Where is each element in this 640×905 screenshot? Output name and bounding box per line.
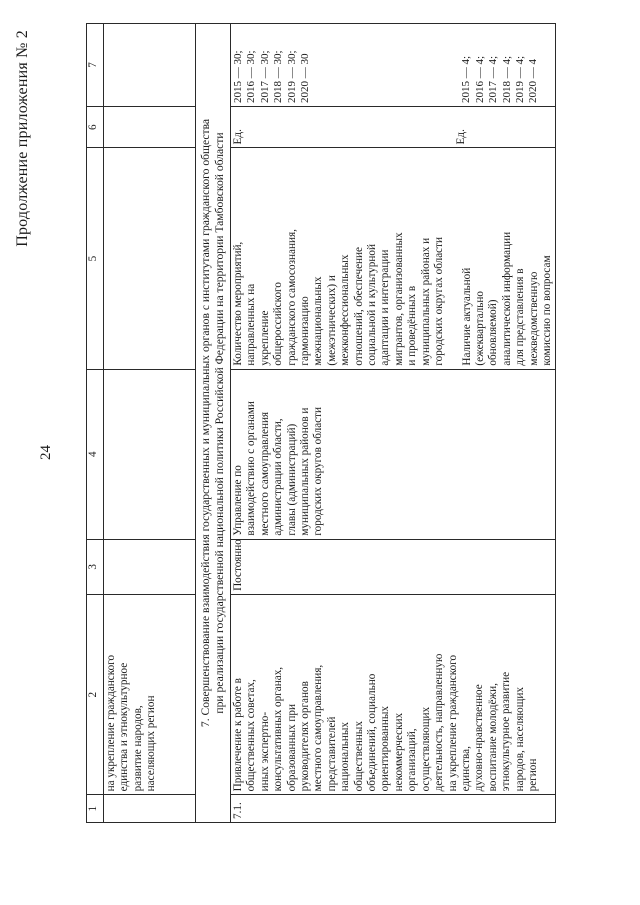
table-cell — [104, 795, 196, 823]
column-header: 4 — [87, 369, 104, 539]
section-title: 7. Совершенствование взаимодействия государственных и муниципальных органов с институтами гражданского общества при реализации государственной национальной политики Российской Федерации на территории Тамбовской области — [196, 24, 231, 823]
indicator-2: Наличие актуальной (ежеквартально обновляемой) аналитической информации для представления в межведомственную комиссию по вопросам — [460, 231, 553, 366]
item-indicators — [231, 148, 556, 369]
plan-table — [86, 23, 556, 823]
table-cell — [104, 148, 196, 369]
item-values — [231, 24, 556, 107]
column-header: 7 — [87, 24, 104, 107]
section-row — [196, 24, 231, 823]
carryover-row — [104, 24, 196, 823]
unit-spacer — [245, 110, 455, 144]
indicator-1: Количество мероприятий, направленных на укрепление общероссийского гражданского самосознания, гармонизацию межнациональных (межэтнических) и межконфессиональных отношений, обеспечение социальной и культурной адаптации и интеграции мигрантов, организованных и проведённых в муниципальных районах и городских округах области — [232, 229, 446, 366]
column-header: 1 — [87, 795, 104, 823]
table-cell — [104, 106, 196, 147]
column-number-row — [87, 24, 104, 823]
values-1: 2015 — 30; 2016 — 30; 2017 — 30; 2018 — 30; 2019 — 30; 2020 — 30 — [232, 50, 312, 103]
column-header: 2 — [87, 594, 104, 794]
table-cell — [104, 369, 196, 539]
table-cell — [104, 539, 196, 594]
carryover-text: на укрепление гражданского единства и этнокультурное развитие народов, населяющих регион — [104, 594, 196, 794]
item-executor: Управление по взаимодействию с органами местного самоуправления администрации области, главы (администраций) муниципальных районов и городских округов области — [231, 369, 556, 539]
item-number: 7.1. — [231, 795, 556, 823]
indicator-spacer — [447, 151, 461, 365]
item-units — [231, 106, 556, 147]
unit-1: Ед. — [232, 129, 244, 145]
item-name: Привлечение к работе в общественных советах, иных экспертно- консультативных органах, образованных при руководителях органов местного самоуправления, представителей национальных общественных объединений, социально ориентированных некоммерческих организаций, осуществляющих деятельность, направленную на укрепление гражданского единства, духовно-нравственное воспитание молодёжи, этнокультурное развитие народов, населяющих регион — [231, 594, 556, 794]
unit-2: Ед. — [455, 129, 468, 145]
page-number: 24 — [38, 445, 54, 460]
column-header: 5 — [87, 148, 104, 369]
column-header: 6 — [87, 106, 104, 147]
column-header: 3 — [87, 539, 104, 594]
values-2: 2015 — 4; 2016 — 4; 2017 — 4; 2018 — 4; 2019 — 4; 2020 — 4 — [460, 55, 540, 103]
table-row — [231, 24, 556, 823]
continuation-heading: Продолжение приложения № 2 — [14, 30, 31, 247]
table-cell — [104, 24, 196, 107]
values-spacer — [312, 27, 460, 103]
item-term: Постоянно — [231, 539, 556, 594]
